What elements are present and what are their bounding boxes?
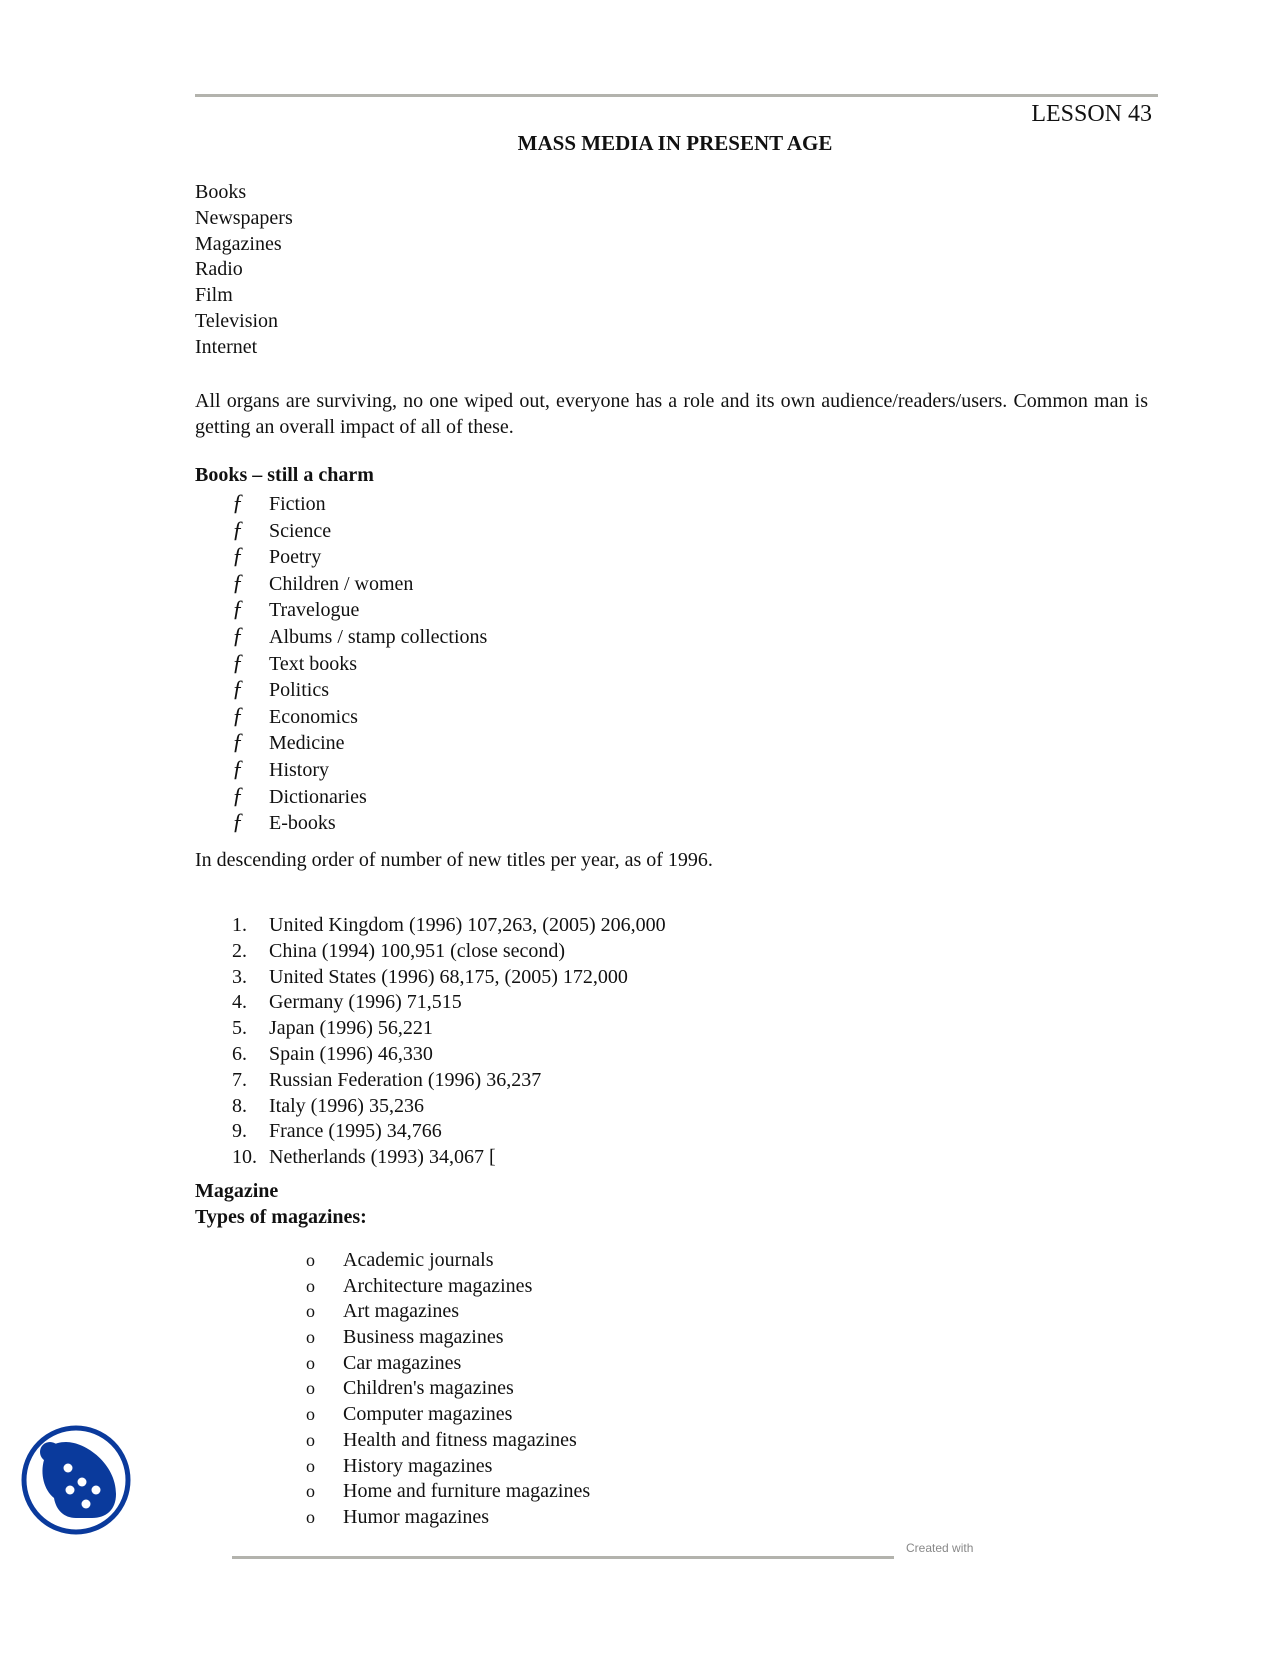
bullet-icon: o [306, 1250, 315, 1270]
list-item [232, 729, 487, 756]
bullet-icon: o [306, 1352, 315, 1373]
magazine-types-heading: Types of magazines: [195, 1206, 367, 1228]
ranking-number: 5. [232, 1017, 247, 1040]
ranking-text: Spain (1996) 46,330 [269, 1042, 433, 1065]
ranking-text: Russian Federation (1996) 36,237 [269, 1068, 542, 1091]
page-title: MASS MEDIA IN PRESENT AGE [517, 131, 833, 155]
list-item [232, 490, 487, 517]
ranking-number: 7. [232, 1068, 247, 1091]
books-list [232, 490, 487, 836]
ranking-text: Netherlands (1993) 34,067 [ [269, 1146, 496, 1169]
ranking-row [232, 1016, 666, 1042]
bullet-icon: ƒ [232, 676, 244, 702]
list-item-text: Children / women [269, 572, 414, 595]
list-item: Television [195, 309, 279, 332]
bullet-icon: ƒ [232, 702, 244, 728]
list-item-text: Academic journals [343, 1249, 494, 1271]
ranking-number: 2. [232, 939, 247, 962]
list-item-text: Economics [269, 705, 358, 728]
ranking-text: Italy (1996) 35,236 [269, 1094, 424, 1117]
ranking-text: Germany (1996) 71,515 [269, 991, 462, 1014]
ranking-row [232, 1145, 666, 1171]
list-item [306, 1376, 590, 1402]
magazine-types-list [306, 1248, 590, 1531]
list-item-text: Health and fitness magazines [343, 1428, 577, 1451]
ranking-text: China (1994) 100,951 (close second) [269, 939, 566, 962]
list-item-text: Travelogue [269, 599, 360, 622]
bullet-icon: ƒ [232, 516, 244, 542]
bullet-icon: ƒ [232, 649, 244, 675]
ranking-row [232, 939, 666, 965]
list-item [232, 623, 487, 650]
list-item-text: Architecture magazines [343, 1274, 533, 1297]
list-item-text: Politics [269, 679, 330, 702]
list-item [232, 543, 487, 570]
ranking-row [232, 1094, 666, 1120]
list-item [232, 783, 487, 810]
bullet-icon: ƒ [232, 809, 244, 835]
bullet-icon: ƒ [232, 729, 244, 755]
list-item-text: History [269, 758, 329, 781]
list-item-text: History magazines [343, 1454, 493, 1477]
list-item-text: E-books [269, 812, 336, 835]
created-with-label: Created with [906, 1541, 974, 1555]
ranking-row [232, 990, 666, 1016]
bullet-icon: ƒ [232, 755, 244, 781]
ranking-number: 10. [232, 1146, 257, 1169]
titles-ranking-list [232, 913, 666, 1171]
ranking-number: 3. [232, 965, 247, 988]
list-item [306, 1454, 590, 1480]
list-item-text: Humor magazines [343, 1505, 490, 1528]
list-item-text: Home and furniture magazines [343, 1480, 591, 1503]
bullet-icon: o [306, 1275, 315, 1296]
list-item-text: Poetry [269, 546, 322, 569]
list-item-text: Business magazines [343, 1326, 504, 1349]
list-item [306, 1299, 590, 1325]
bullet-icon: o [306, 1327, 315, 1348]
bullet-icon: ƒ [232, 569, 244, 595]
bullet-icon: o [306, 1429, 315, 1450]
list-item [306, 1248, 590, 1274]
list-item-text: Car magazines [343, 1351, 462, 1374]
list-item-text: Medicine [269, 732, 345, 755]
ranking-number: 1. [232, 914, 247, 936]
ranking-text: United Kingdom (1996) 107,263, (2005) 206,000 [269, 914, 666, 936]
list-item-text: Dictionaries [269, 785, 367, 808]
list-item [232, 703, 487, 730]
bullet-icon: ƒ [232, 543, 244, 569]
ranking-row [232, 913, 666, 939]
list-item [306, 1325, 590, 1351]
list-item [306, 1428, 590, 1454]
list-item [306, 1351, 590, 1377]
bottom-rule [232, 1556, 894, 1559]
list-item [232, 809, 487, 836]
list-item [232, 650, 487, 677]
list-item [306, 1505, 590, 1531]
bullet-icon: o [306, 1455, 315, 1476]
list-item [306, 1402, 590, 1428]
list-item: Magazines [195, 232, 282, 255]
list-item [306, 1274, 590, 1300]
bullet-icon: ƒ [232, 596, 244, 622]
list-item [306, 1479, 590, 1505]
ranking-text: United States (1996) 68,175, (2005) 172,000 [269, 965, 628, 988]
list-item-text: Science [269, 519, 332, 542]
list-item-text: Art magazines [343, 1300, 460, 1323]
lesson-number: LESSON 43 [1031, 101, 1152, 127]
ranking-text: France (1995) 34,766 [269, 1120, 442, 1143]
ranking-number: 6. [232, 1042, 247, 1065]
ranking-number: 8. [232, 1094, 247, 1117]
media-list [195, 180, 293, 361]
bullet-icon: ƒ [232, 782, 244, 808]
list-item: Radio [195, 258, 243, 281]
bullet-icon: ƒ [232, 622, 244, 648]
list-item [232, 676, 487, 703]
bullet-icon: o [306, 1506, 315, 1527]
books-heading: Books – still a charm [195, 464, 374, 486]
ranking-number: 4. [232, 991, 247, 1014]
list-item-text: Children's magazines [343, 1377, 514, 1400]
top-rule [195, 94, 1158, 97]
list-item [232, 570, 487, 597]
ranking-row [232, 1068, 666, 1094]
bullet-icon: o [306, 1301, 315, 1322]
list-item: Books [195, 181, 247, 203]
bullet-icon: ƒ [232, 490, 244, 515]
bullet-icon: o [306, 1404, 315, 1425]
bullet-icon: o [306, 1481, 315, 1502]
ranking-row [232, 965, 666, 991]
magazine-heading: Magazine [195, 1180, 279, 1202]
list-item [232, 517, 487, 544]
titles-intro: In descending order of number of new titles per year, as of 1996. [195, 849, 713, 871]
list-item-text: Computer magazines [343, 1403, 513, 1426]
intro-paragraph: All organs are surviving, no one wiped out, everyone has a role and its own audience/readers/users. Common man is getting an overall impact of all of these. [195, 390, 1148, 438]
list-item: Newspapers [195, 206, 293, 229]
bullet-icon: o [306, 1378, 315, 1399]
ranking-text: Japan (1996) 56,221 [269, 1017, 433, 1040]
ranking-row [232, 1042, 666, 1068]
ranking-row [232, 1119, 666, 1145]
list-item: Film [195, 284, 233, 307]
ranking-number: 9. [232, 1120, 247, 1143]
list-item: Internet [195, 335, 258, 358]
list-item-text: Fiction [269, 493, 326, 515]
list-item-text: Albums / stamp collections [269, 625, 488, 648]
logo-icon [20, 1424, 132, 1536]
list-item-text: Text books [269, 652, 358, 675]
list-item [232, 756, 487, 783]
list-item [232, 596, 487, 623]
